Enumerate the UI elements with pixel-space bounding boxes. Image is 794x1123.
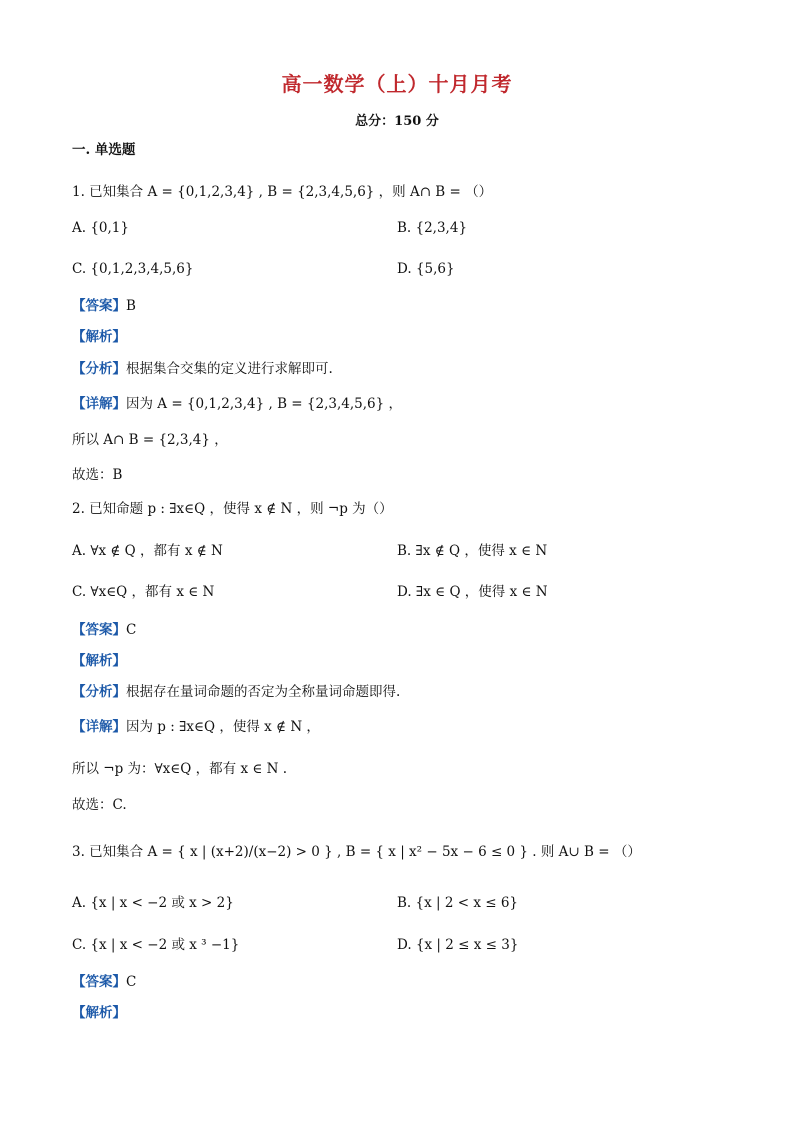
q1-fenxi: 根据集合交集的定义进行求解即可.: [126, 361, 333, 377]
q1-solution-line: 所以 A∩ B = {2,3,4} ，: [72, 432, 228, 448]
q1-xiangjie: 因为 A = {0,1,2,3,4} , B = {2,3,4,5,6} ，: [126, 396, 402, 412]
q3-jiexi-label: 【解析】: [72, 1005, 126, 1021]
q3-option-a: A. {x | x < −2 或 x > 2}: [72, 895, 234, 911]
question-3-stem: 3. 已知集合 A = { x | (x+2)/(x−2) > 0 } , B = { x | x² − 5x − 6 ≤ 0 } . 则 A∪ B = （）: [72, 844, 641, 860]
q2-fenxi-row: [72, 683, 400, 701]
q1-choose: 故选：B: [72, 467, 123, 483]
answer-label: 【答案】: [72, 298, 126, 314]
q2-choose: 故选：C.: [72, 797, 127, 813]
fenxi-label: 【分析】: [72, 684, 126, 700]
fenxi-label: 【分析】: [72, 361, 126, 377]
q3-option-b: B. {x | 2 < x ≤ 6}: [397, 895, 519, 911]
q3-option-d: D. {x | 2 ≤ x ≤ 3}: [397, 937, 519, 953]
question-1-stem: 1. 已知集合 A = {0,1,2,3,4} , B = {2,3,4,5,6} ，则 A∩ B = （）: [72, 184, 493, 200]
q1-answer: B: [126, 298, 136, 314]
q1-fenxi-row: [72, 360, 333, 378]
q2-answer-row: [72, 621, 136, 639]
q1-option-d: D. {5,6}: [397, 261, 455, 277]
q3-answer-row: [72, 973, 136, 991]
xiangjie-label: 【详解】: [72, 396, 126, 412]
page-title: 高一数学（上）十月月考: [281, 72, 513, 96]
q2-option-b: B. ∃x ∉ Q ，使得 x ∈ N: [397, 543, 548, 559]
q2-xiangjie: 因为 p : ∃x∈Q ，使得 x ∉ N ，: [126, 719, 320, 735]
q1-xiangjie-row: [72, 395, 402, 413]
q1-option-c: C. {0,1,2,3,4,5,6}: [72, 261, 194, 277]
total-score: 总分：150 分: [355, 114, 439, 129]
answer-label: 【答案】: [72, 622, 126, 638]
q2-option-c: C. ∀x∈Q ，都有 x ∈ N: [72, 584, 215, 600]
q1-jiexi-label: 【解析】: [72, 329, 126, 345]
section-heading: 一. 单选题: [72, 142, 136, 158]
q2-answer: C: [126, 622, 137, 638]
q2-xiangjie-row: [72, 718, 320, 736]
q2-solution-line: 所以 ¬p 为：∀x∈Q ，都有 x ∈ N .: [72, 761, 288, 777]
xiangjie-label: 【详解】: [72, 719, 126, 735]
answer-label: 【答案】: [72, 974, 126, 990]
q2-jiexi-label: 【解析】: [72, 653, 126, 669]
q1-answer-row: [72, 297, 136, 315]
q1-option-a: A. {0,1}: [72, 220, 129, 236]
q2-option-a: A. ∀x ∉ Q ，都有 x ∉ N: [72, 543, 223, 559]
q2-option-d: D. ∃x ∈ Q ，使得 x ∈ N: [397, 584, 548, 600]
q1-option-b: B. {2,3,4}: [397, 220, 468, 236]
q2-fenxi: 根据存在量词命题的否定为全称量词命题即得.: [126, 684, 401, 700]
q3-answer: C: [126, 974, 137, 990]
question-2-stem: 2. 已知命题 p : ∃x∈Q ，使得 x ∉ N ，则 ¬p 为（）: [72, 501, 393, 517]
q3-option-c: C. {x | x < −2 或 x ³ −1}: [72, 937, 240, 953]
